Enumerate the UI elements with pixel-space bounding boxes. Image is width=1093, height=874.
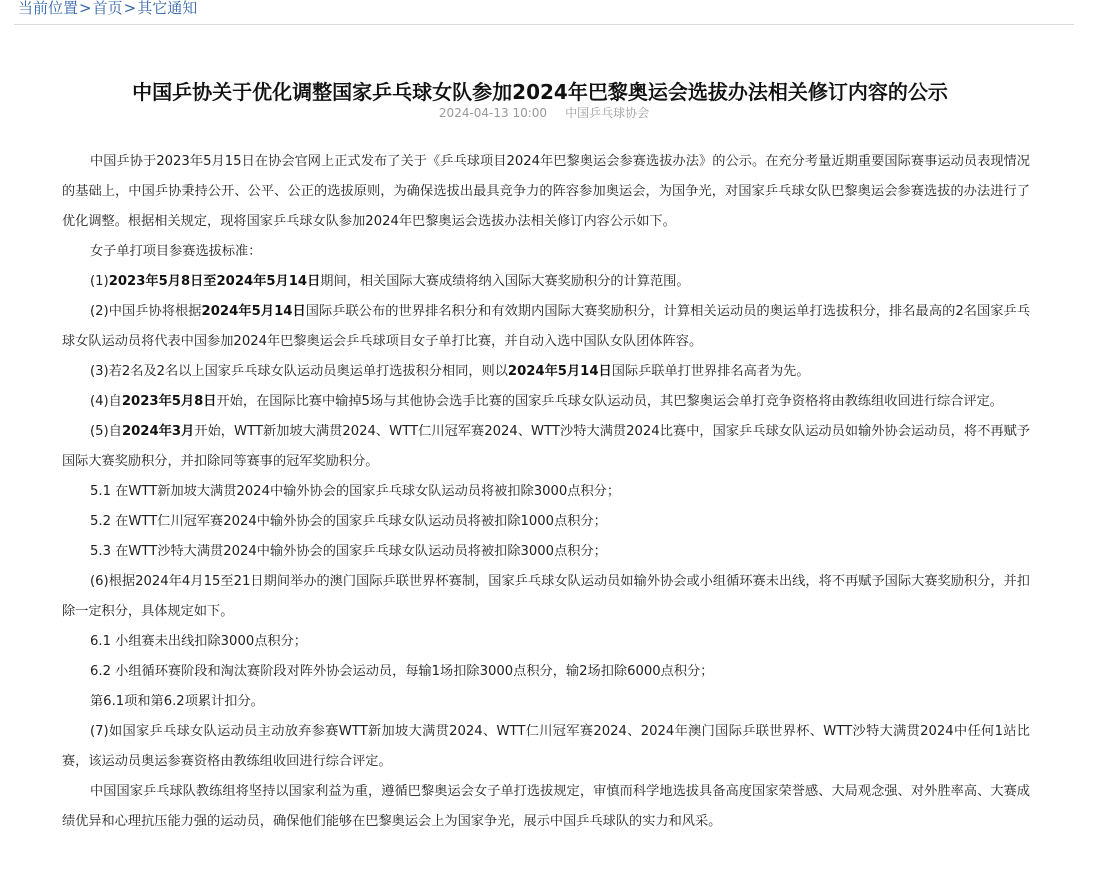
breadcrumb	[18, 0, 197, 20]
text-segment: (3)若2名及2名以上国家乒乓球女队运动员奥运单打选拔积分相同，则以	[90, 364, 508, 379]
text-segment: 期间，相关国际大赛成绩将纳入国际大赛奖励积分的计算范围。	[320, 274, 690, 289]
article-date: 2024-04-13 10:00	[438, 106, 548, 120]
text-segment: 国际乒联单打世界排名高者为先。	[611, 364, 810, 379]
text-segment: (5)自	[90, 424, 122, 439]
article-meta	[0, 104, 1088, 122]
text-segment: (2)中国乒协将根据	[90, 304, 202, 319]
bold-date: 2024年5月14日	[201, 304, 306, 319]
header-divider	[14, 24, 1074, 25]
paragraph-rule-5-3: 5.3 在WTT沙特大满贯2024中输外协会的国家乒乓球女队运动员将被扣除3000点积分；	[90, 544, 607, 559]
bold-date: 2024年3月	[121, 424, 195, 439]
text-segment: 国际乒联公布的世界排名积分和有效期内国际大赛奖励积分，计算相关运动员的奥运单打选拔积分，排名最高的2名国家乒乓球女队运动员将代表中国参加2024年巴黎奥运会乒乓球项目女子单打比赛，并自动入选中国队女队团体阵容。	[62, 304, 1030, 349]
bold-date-range: 2023年5月8日至2024年5月14日	[108, 274, 321, 289]
paragraph-rule-6-1: 6.1 小组赛未出线扣除3000点积分；	[90, 634, 307, 649]
breadcrumb-section-link[interactable]: 其它通知	[137, 0, 198, 17]
paragraph-rule-1	[62, 267, 1030, 297]
paragraph-rule-5-2: 5.2 在WTT仁川冠军赛2024中输外协会的国家乒乓球女队运动员将被扣除1000点积分；	[90, 514, 607, 529]
text-segment: 开始，在国际比赛中输掉5场与其他协会选手比赛的国家乒乓球女队运动员，其巴黎奥运会单打竞争资格将由教练组收回进行综合评定。	[216, 394, 1003, 409]
breadcrumb-separator: >	[79, 0, 92, 17]
bold-date: 2024年5月14日	[507, 364, 612, 379]
paragraph-rule-7: (7)如国家乒乓球女队运动员主动放弃参赛WTT新加坡大满贯2024、WTT仁川冠军赛2024、2024年澳门国际乒联世界杯、WTT沙特大满贯2024中任何1站比赛，该运动员奥运参赛资格由教练组收回进行综合评定。	[62, 724, 1030, 769]
paragraph-rule-5-1: 5.1 在WTT新加坡大满贯2024中输外协会的国家乒乓球女队运动员将被扣除3000点积分；	[90, 484, 621, 499]
article-body	[62, 147, 1030, 837]
paragraph-rule-2	[62, 297, 1030, 357]
text-segment: 开始，WTT新加坡大满贯2024、WTT仁川冠军赛2024、WTT沙特大满贯2024比赛中，国家乒乓球女队运动员如输外协会运动员，将不再赋予国际大赛奖励积分，并扣除同等赛事的冠军奖励积分。	[62, 424, 1030, 469]
paragraph-rule-6: (6)根据2024年4月15至21日期间举办的澳门国际乒联世界杯赛制，国家乒乓球女队运动员如输外协会或小组循环赛未出线，将不再赋予国际大赛奖励积分，并扣除一定积分，具体规定如下。	[62, 574, 1030, 619]
paragraph-conclusion: 中国国家乒乓球队教练组将坚持以国家利益为重，遵循巴黎奥运会女子单打选拔规定，审慎而科学地选拔具备高度国家荣誉感、大局观念强、对外胜率高、大赛成绩优异和心理抗压能力强的运动员，确保他们能够在巴黎奥运会上为国家争光，展示中国乒乓球队的实力和风采。	[62, 784, 1030, 829]
breadcrumb-separator: >	[123, 0, 137, 17]
bold-date: 2023年5月8日	[121, 394, 217, 409]
paragraph-criteria-heading: 女子单打项目参赛选拔标准：	[90, 244, 262, 259]
paragraph-rule-4	[62, 387, 1030, 417]
breadcrumb-current-label: 当前位置	[18, 0, 79, 17]
paragraph-rule-3	[62, 357, 1030, 387]
text-segment: (4)自	[90, 394, 122, 409]
article-title: 中国乒协关于优化调整国家乒乓球女队参加2024年巴黎奥运会选拔办法相关修订内容的公示	[132, 80, 948, 105]
paragraph-rule-6-note: 第6.1项和第6.2项累计扣分。	[90, 694, 264, 709]
text-segment: (1)	[90, 274, 109, 289]
article-source: 中国乒乓球协会	[565, 106, 650, 120]
paragraph-intro: 中国乒协于2023年5月15日在协会官网上正式发布了关于《乒乓球项目2024年巴黎奥运会参赛选拔办法》的公示。在充分考量近期重要国际赛事运动员表现情况的基础上，中国乒协秉持公开、公平、公正的选拔原则，为确保选拔出最具竞争力的阵容参加奥运会，为国争光，对国家乒乓球女队巴黎奥运会参赛选拔的办法进行了优化调整。根据相关规定，现将国家乒乓球女队参加2024年巴黎奥运会选拔办法相关修订内容公示如下。	[62, 154, 1030, 229]
paragraph-rule-5	[62, 417, 1030, 477]
breadcrumb-home-link[interactable]: 首页	[92, 0, 123, 17]
paragraph-rule-6-2: 6.2 小组循环赛阶段和淘汰赛阶段对阵外协会运动员，每输1场扣除3000点积分，输2场扣除6000点积分；	[90, 664, 714, 679]
